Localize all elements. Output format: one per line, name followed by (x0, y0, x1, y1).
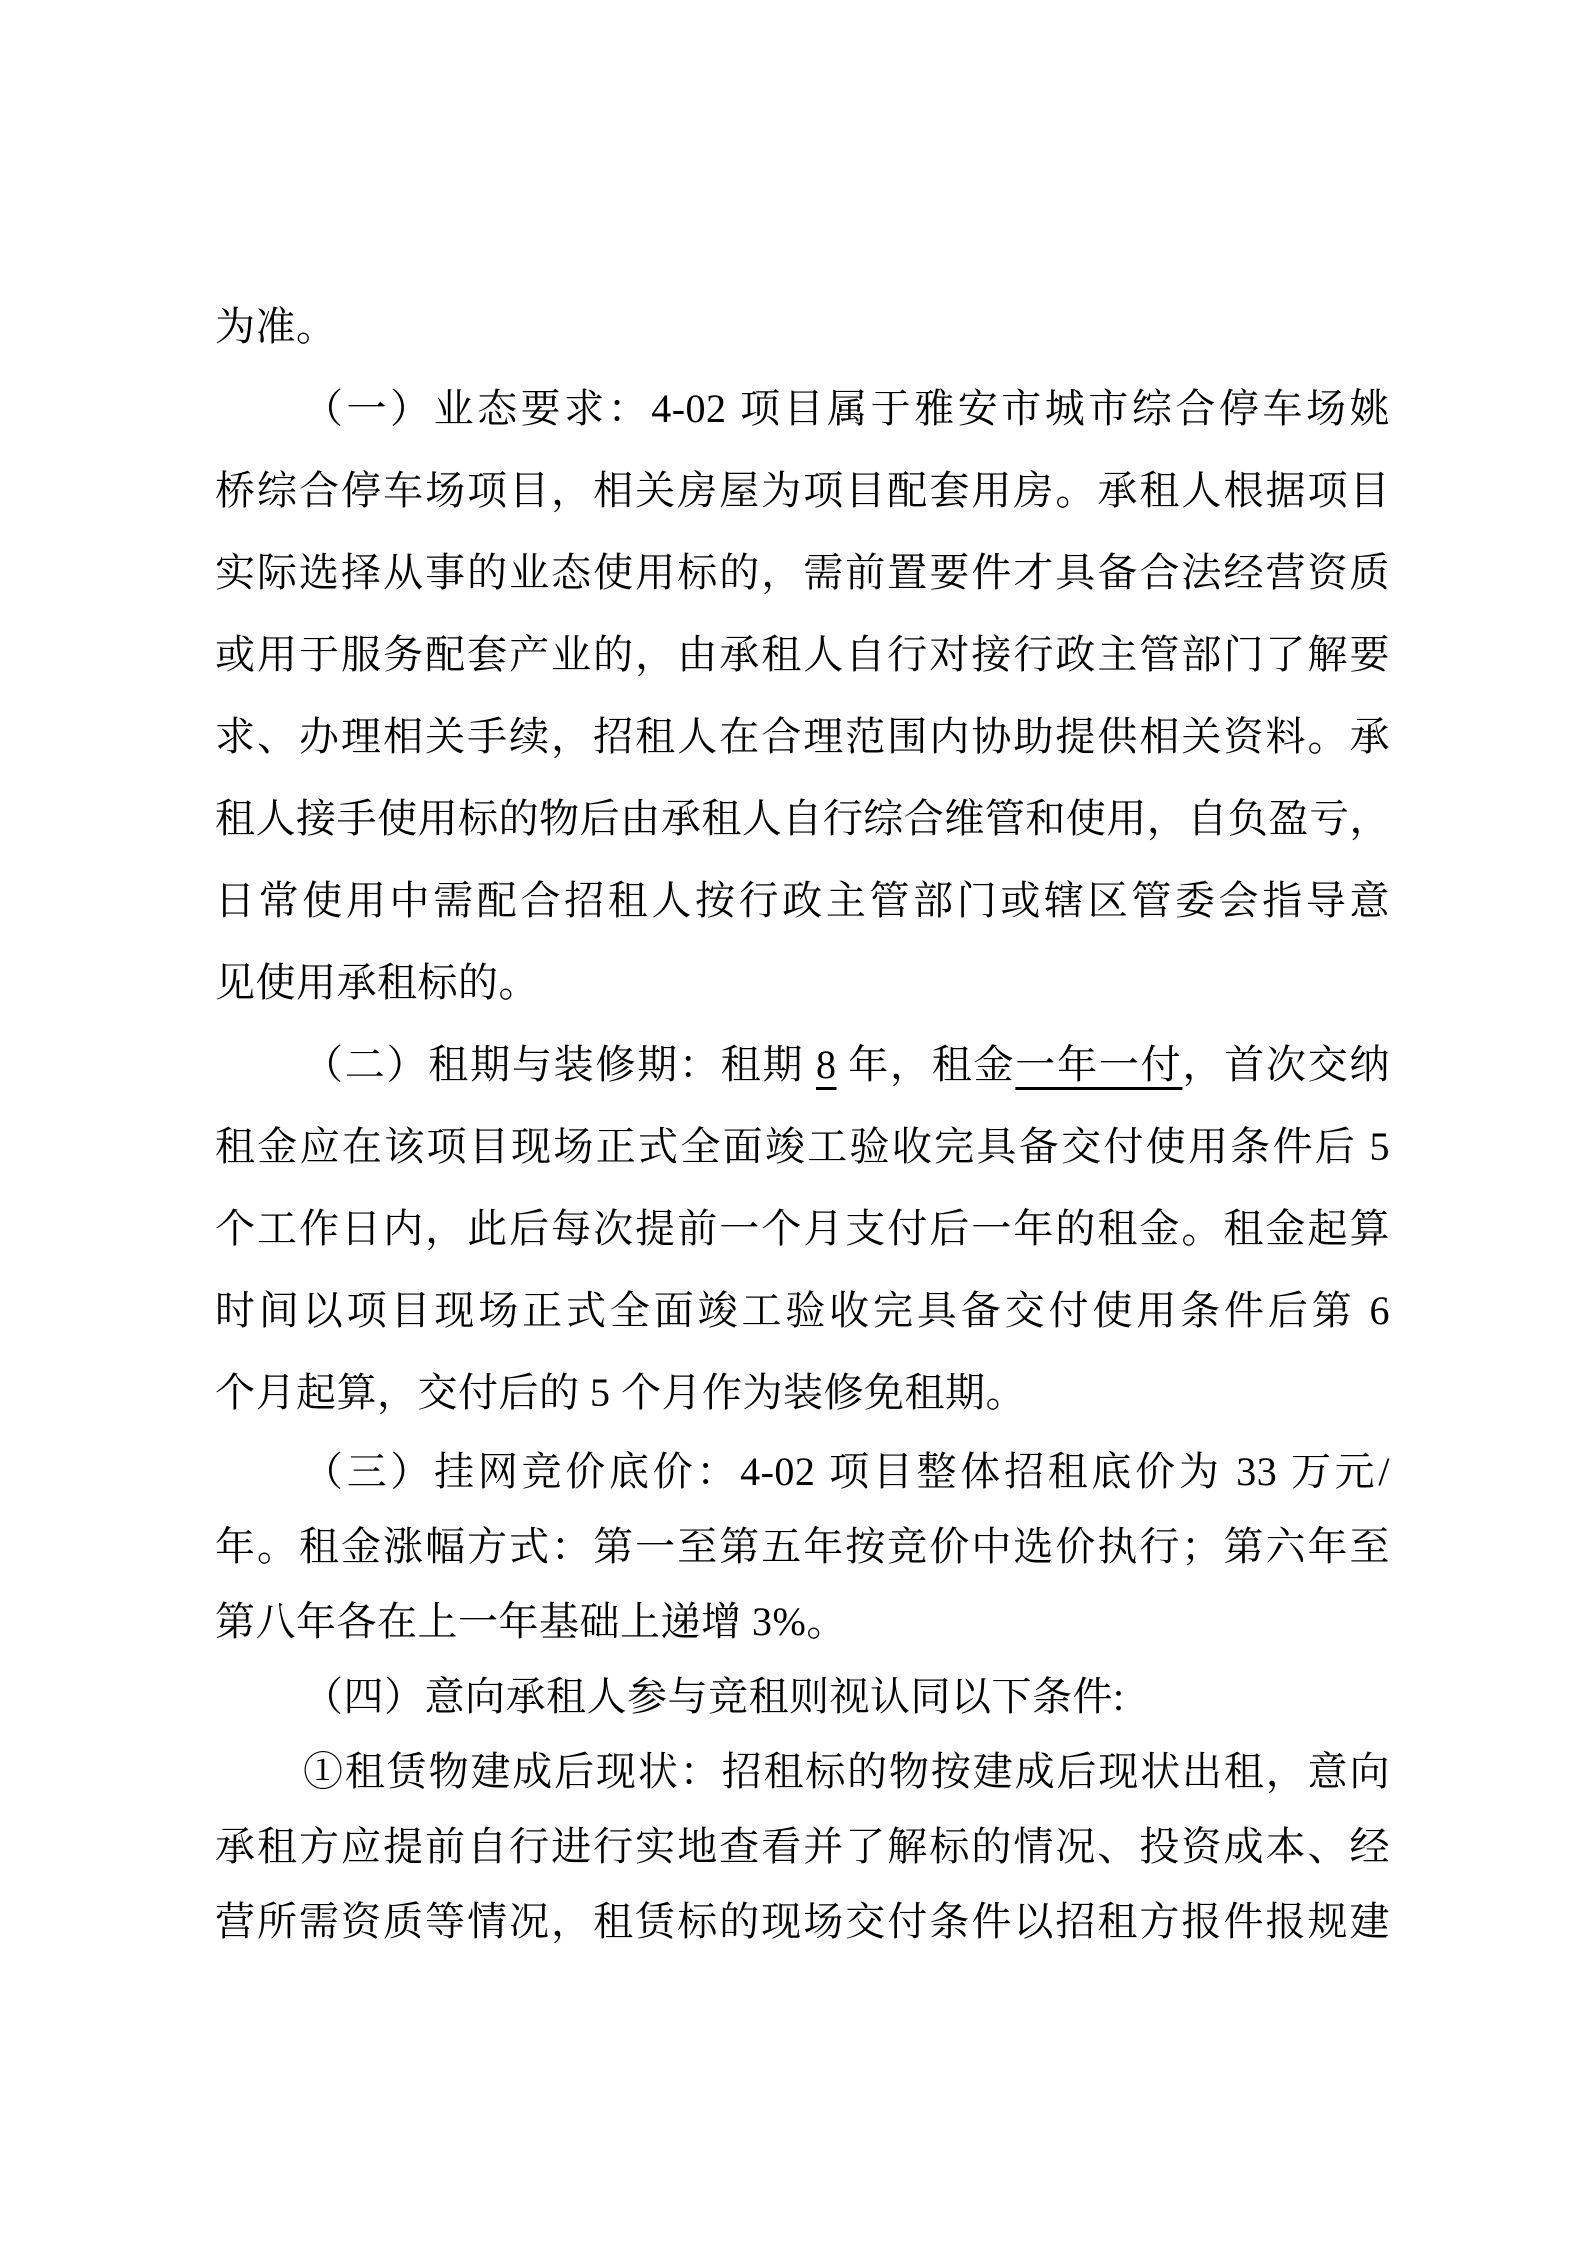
text-segment: 年。租金涨幅方式：第一至第五年按竞价中选价执行；第六年至 (215, 1524, 1390, 1569)
text-segment: （四）意向承租人参与竞租则视认同以下条件: (303, 1674, 1125, 1719)
text-segment: （三）挂网竞价底价：4-02 项目整体招租底价为 33 万元/ (303, 1449, 1390, 1494)
text-line (215, 860, 1390, 942)
text-line (215, 450, 1390, 532)
underlined-text: 一年一付 (1015, 1042, 1183, 1087)
text-line (215, 614, 1390, 696)
text-line (215, 1509, 1390, 1584)
text-segment: （二）租期与装修期：租期 (303, 1042, 816, 1087)
text-segment: （一）业态要求：4-02 项目属于雅安市城市综合停车场姚 (303, 386, 1390, 431)
text-segment: 营所需资质等情况，租赁标的现场交付条件以招租方报件报规建 (215, 1899, 1390, 1944)
text-segment: 年，租金 (836, 1042, 1016, 1087)
text-line (215, 696, 1390, 778)
text-segment: ①租赁物建成后现状：招租标的物按建成后现状出租，意向 (303, 1749, 1390, 1794)
text-line (215, 1659, 1390, 1734)
text-line (215, 1734, 1390, 1809)
text-segment: 或用于服务配套产业的，由承租人自行对接行政主管部门了解要 (215, 632, 1390, 677)
text-segment: 第八年各在上一年基础上递增 3%。 (215, 1599, 847, 1644)
text-segment: 租人接手使用标的物后由承租人自行综合维管和使用，自负盈亏， (215, 796, 1390, 841)
document-body (215, 286, 1390, 1959)
text-line (215, 286, 1390, 368)
text-line (215, 942, 1390, 1024)
text-line (215, 1188, 1390, 1270)
text-segment: 租金应在该项目现场正式全面竣工验收完具备交付使用条件后 5 (215, 1124, 1390, 1169)
text-segment: 为准。 (215, 304, 337, 349)
text-line (215, 1352, 1390, 1434)
text-segment: 求、办理相关手续，招租人在合理范围内协助提供相关资料。承 (215, 714, 1390, 759)
text-segment: ，首次交纳 (1182, 1042, 1391, 1087)
text-line (215, 1884, 1390, 1959)
text-line (215, 1434, 1390, 1509)
text-segment: 桥综合停车场项目，相关房屋为项目配套用房。承租人根据项目 (215, 468, 1390, 513)
text-segment: 日常使用中需配合招租人按行政主管部门或辖区管委会指导意 (215, 878, 1390, 923)
underlined-text: 8 (816, 1042, 837, 1087)
text-line (215, 1270, 1390, 1352)
text-segment: 个月起算，交付后的 5 个月作为装修免租期。 (215, 1370, 1026, 1415)
text-line (215, 778, 1390, 860)
text-segment: 承租方应提前自行进行实地查看并了解标的情况、投资成本、经 (215, 1824, 1390, 1869)
text-line (215, 1809, 1390, 1884)
text-line (215, 1106, 1390, 1188)
text-segment: 见使用承租标的。 (215, 960, 539, 1005)
text-line (215, 368, 1390, 450)
text-line (215, 1584, 1390, 1659)
text-line (215, 1024, 1390, 1106)
text-segment: 个工作日内，此后每次提前一个月支付后一年的租金。租金起算 (215, 1206, 1390, 1251)
text-line (215, 532, 1390, 614)
text-segment: 时间以项目现场正式全面竣工验收完具备交付使用条件后第 6 (215, 1288, 1390, 1333)
text-segment: 实际选择从事的业态使用标的，需前置要件才具备合法经营资质 (215, 550, 1390, 595)
